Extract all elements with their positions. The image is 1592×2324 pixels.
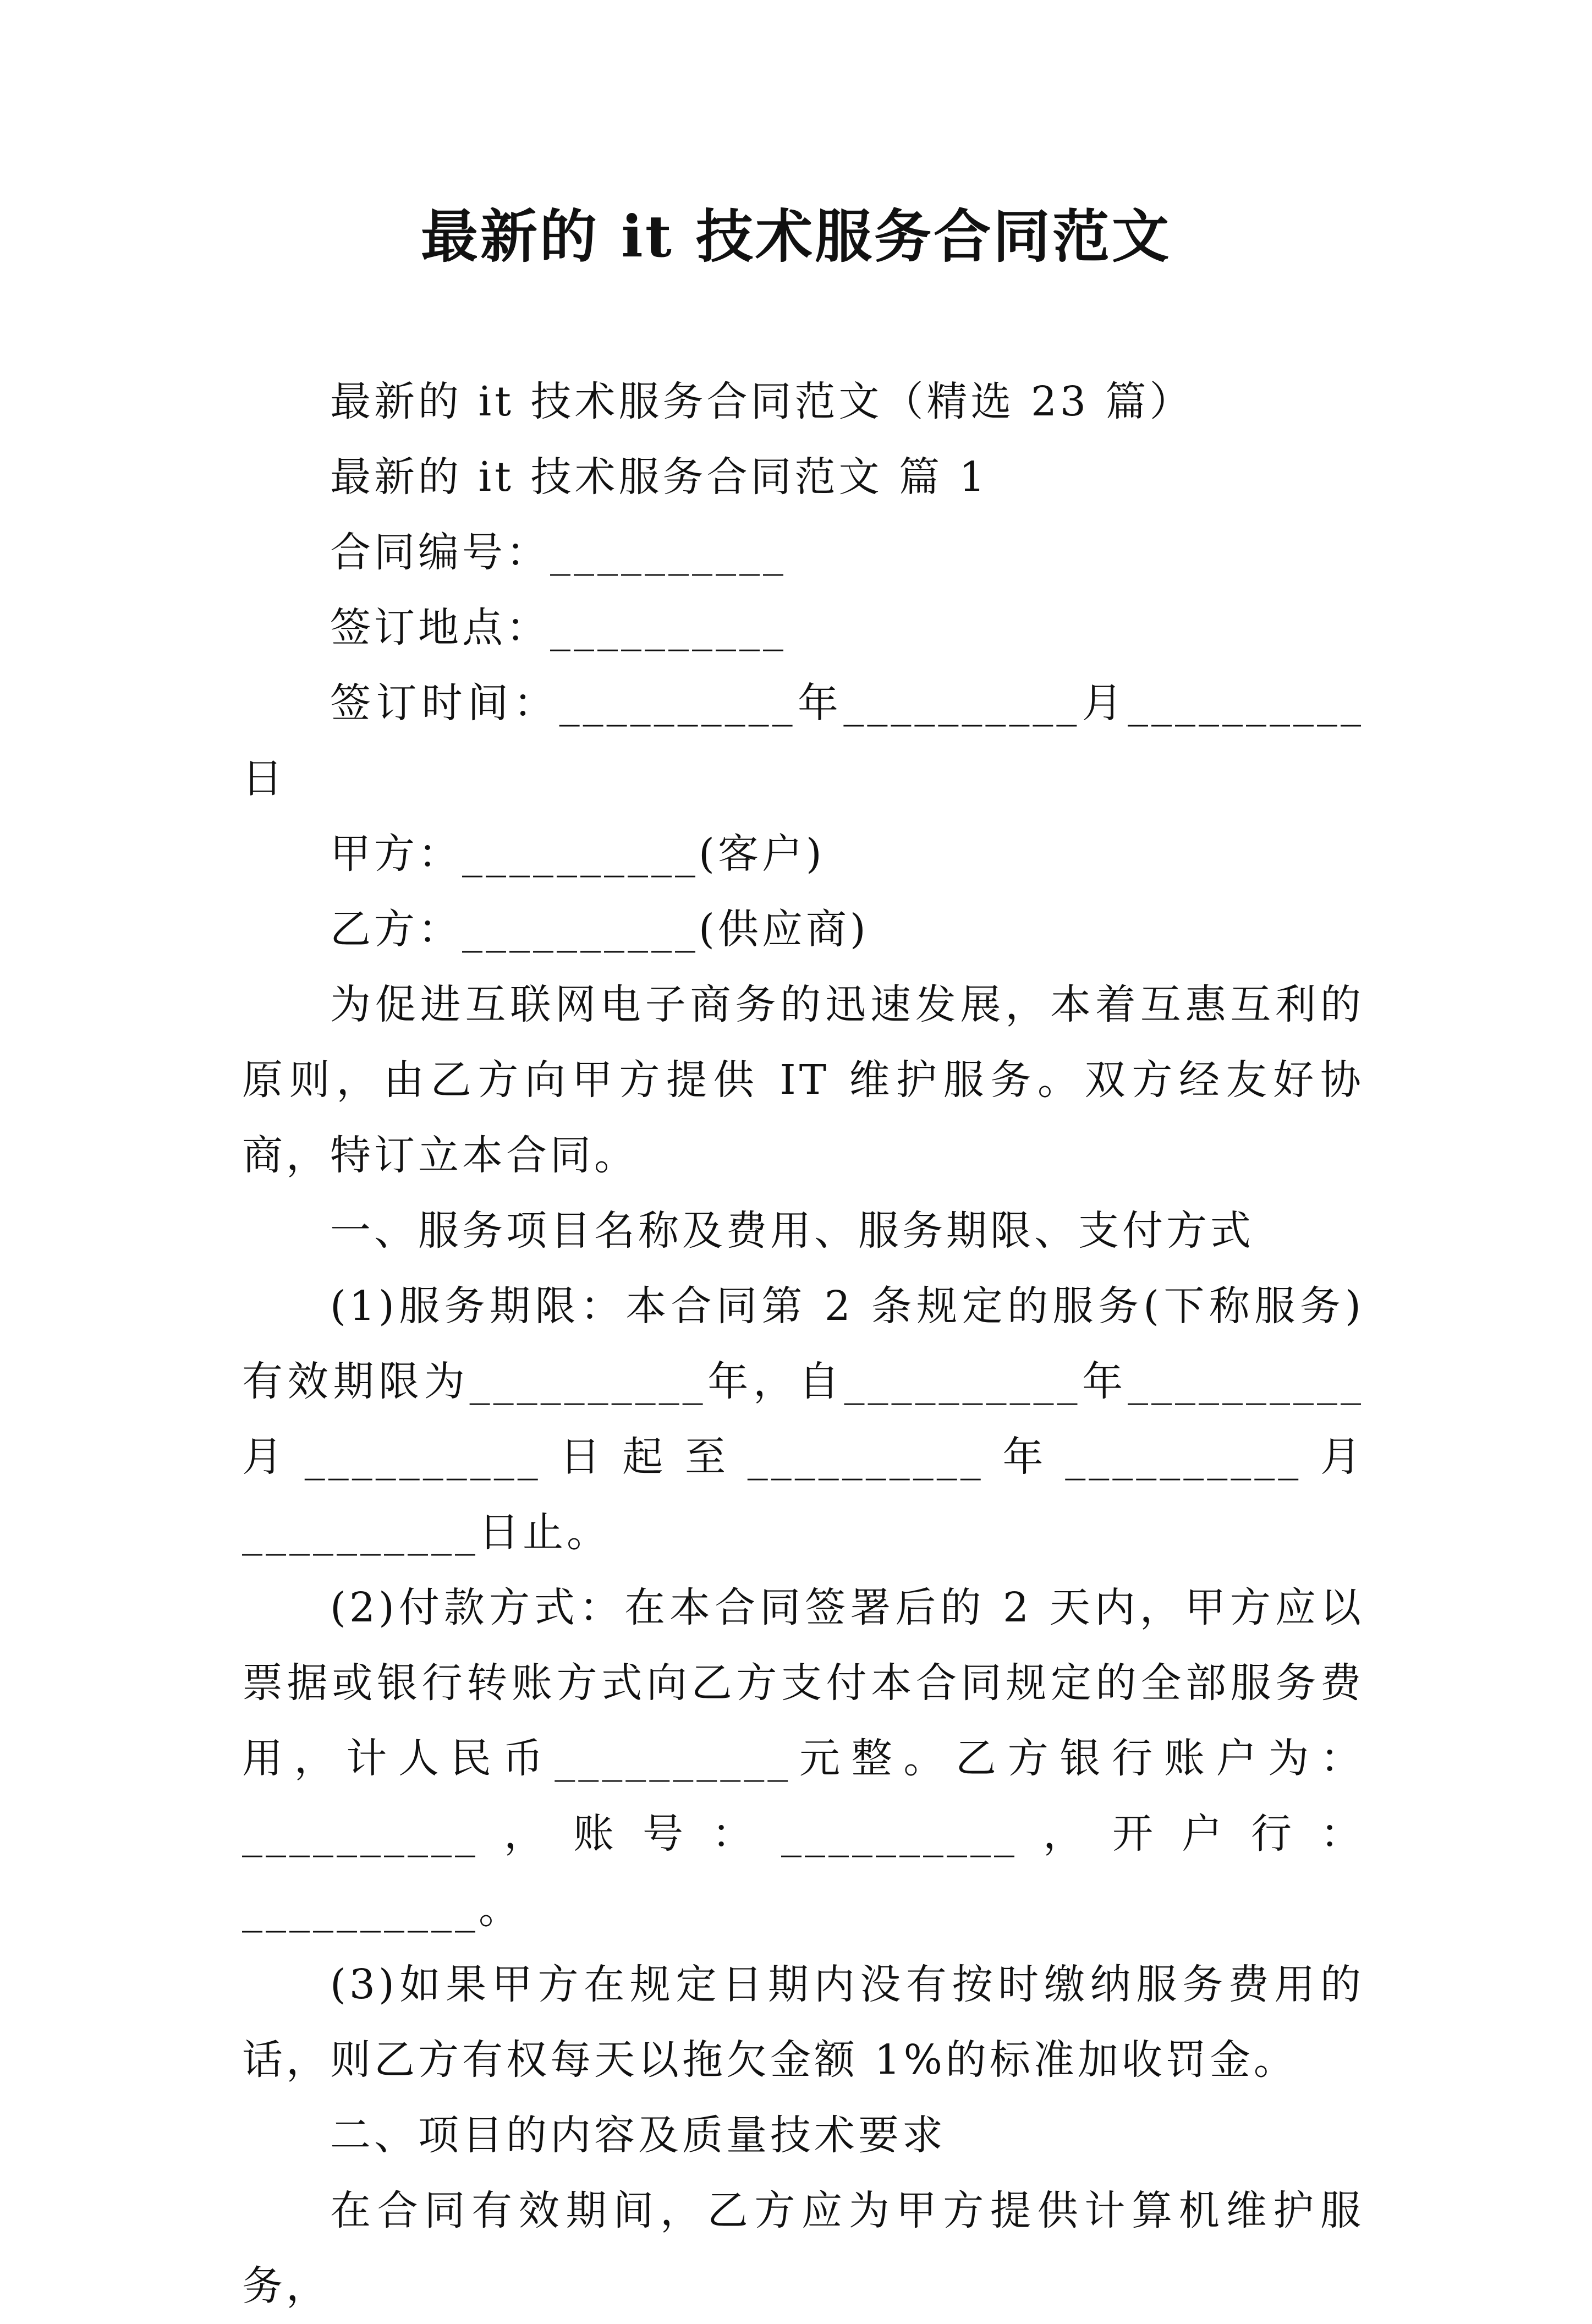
document-body: [242, 364, 1364, 2324]
field-signing-place: 签订地点：__________: [330, 604, 787, 651]
field-party-b: 乙方：__________(供应商): [330, 906, 869, 953]
clause-service-content: 在合同有效期间，乙方应为甲方提供计算机维护服务，: [242, 2187, 1364, 2310]
clause-payment-method: (2)付款方式：在本合同签署后的 2 天内，甲方应以票据或银行转账方式向乙方支付本合同规定的全部服务费用，计人民币__________元整。乙方银行账户为：__________，账号：__________，开户行：__________。: [242, 1584, 1364, 1933]
clause-service-period: (1)服务期限：本合同第 2 条规定的服务(下称服务)有效期限为__________年，自__________年__________月__________日起至__________年__________月__________日止。: [242, 1282, 1364, 1556]
heading-section-2: 二、项目的内容及质量技术要求: [330, 2112, 946, 2159]
heading-section-1: 一、服务项目名称及费用、服务期限、支付方式: [330, 1207, 1254, 1254]
paragraph-section-heading: 最新的 it 技术服务合同范文 篇 1: [330, 453, 989, 501]
document-title: 最新的 it 技术服务合同范文: [421, 202, 1171, 270]
field-signing-date: 签订时间：__________年__________月__________日: [242, 679, 1364, 802]
clause-late-penalty: (3)如果甲方在规定日期内没有按时缴纳服务费用的话，则乙方有权每天以拖欠金额 1%的标准加收罚金。: [242, 1961, 1364, 2084]
paragraph-subtitle: 最新的 it 技术服务合同范文（精选 23 篇）: [330, 378, 1194, 425]
field-party-a: 甲方：__________(客户): [330, 830, 825, 878]
paragraph-preamble: 为促进互联网电子商务的迅速发展，本着互惠互利的原则，由乙方向甲方提供 IT 维护服务。双方经友好协商，特订立本合同。: [242, 981, 1364, 1179]
field-contract-number: 合同编号：__________: [330, 529, 787, 576]
